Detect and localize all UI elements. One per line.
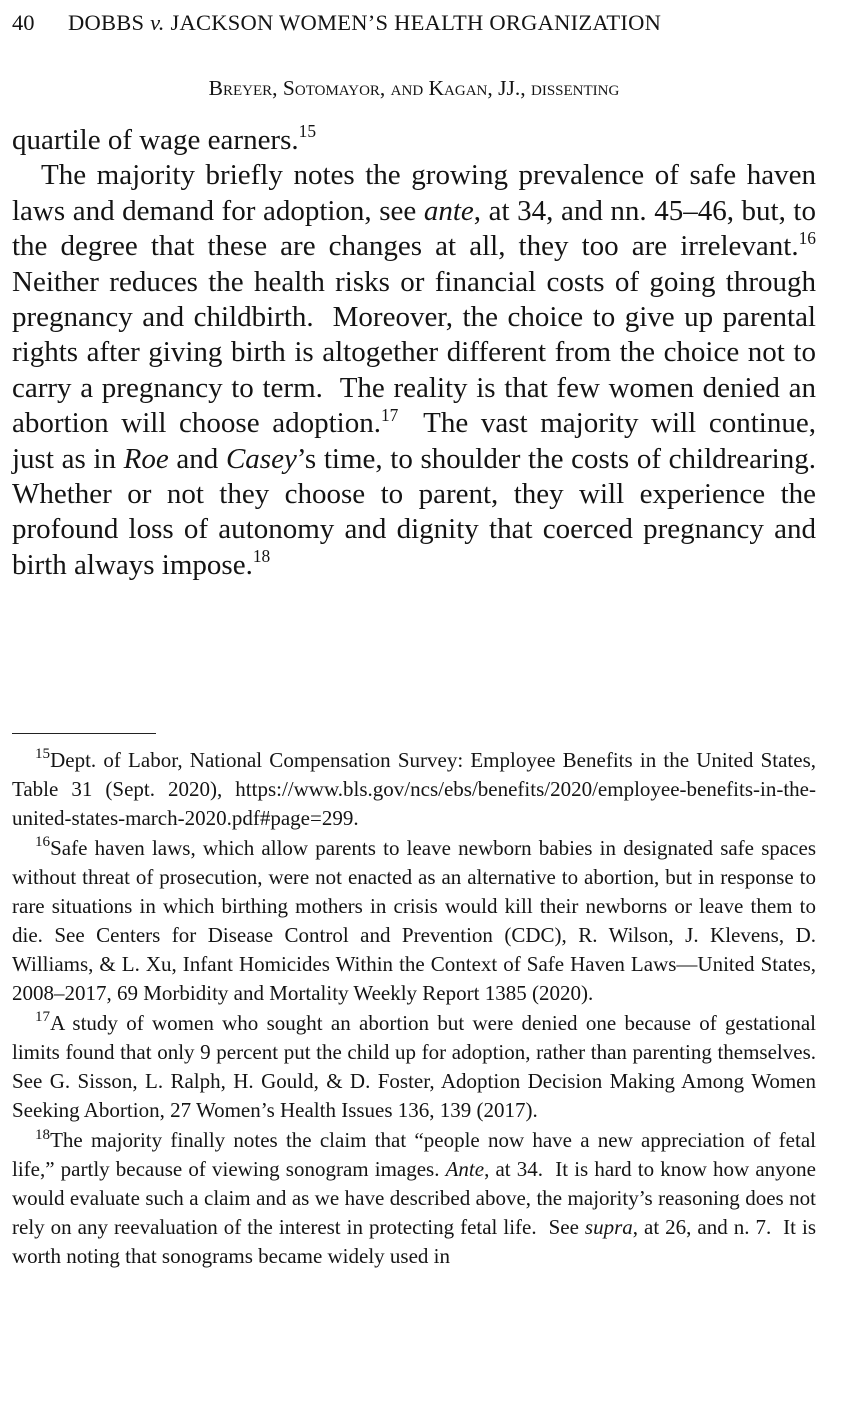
case-title-left: DOBBS	[68, 10, 145, 35]
footnote-17-number: 17	[35, 1009, 51, 1026]
paragraph-2-text-f: ’s time, to shoulder the costs of childrearing. Whether or not they choose to parent, they will experience the profound loss of autonomy and dignity that coerced pregnancy and birth always impose.	[12, 442, 831, 581]
footnote-15	[12, 746, 816, 833]
footnote-16	[12, 834, 816, 1007]
case-title	[68, 10, 661, 35]
footnote-15-text: Dept. of Labor, National Compensation Survey: Employee Benefits in the United States, Table 31 (Sept. 2020), https://www.bls.gov/ncs/ebs/benefits/2020/employee-benefits-in-the-united-states-march-2020.pdf#page=299.	[12, 748, 816, 830]
citation-ante: ante	[423, 194, 474, 227]
footnote-18-number: 18	[35, 1126, 51, 1143]
running-head	[12, 10, 816, 36]
footnote-17	[12, 1009, 827, 1125]
case-title-right: JACKSON WOMEN’S HEALTH ORGANIZATION	[170, 10, 662, 35]
footnote-18-text-a: The majority finally notes the claim that “people now have a new appreciation of fetal life,” partly because of viewing sonogram images.	[12, 1128, 816, 1182]
case-roe: Roe	[123, 442, 169, 475]
paragraph-2-text-a: The majority briefly notes the growing prevalence of safe haven laws and demand for adoption, see	[12, 159, 816, 227]
paragraph-2-text-d: The vast majority will continue, just as in	[12, 407, 824, 475]
paragraph-2-text-e: and	[168, 442, 226, 475]
opinion-label: Breyer, Sotomayor, and Kagan, JJ., dissenting	[208, 76, 620, 100]
case-title-v: v.	[150, 10, 165, 35]
footnote-divider	[12, 733, 156, 734]
footnote-ref-18: 18	[252, 546, 271, 567]
footnote-ref-15: 15	[298, 121, 317, 142]
footnote-16-number: 16	[35, 834, 51, 851]
case-casey: Casey	[225, 442, 297, 475]
paragraph-2-text-b: , at 34, and nn. 45–46, but, to the degree that these are changes at all, they too are irrelevant.	[12, 194, 816, 263]
footnote-18	[12, 1126, 822, 1271]
footnotes	[12, 746, 827, 1272]
footnote-ref-17: 17	[380, 404, 399, 425]
citation-supra: supra	[584, 1215, 633, 1239]
paragraph-2-text-c: Neither reduces the health risks or financial costs of going through pregnancy and childbirth. Moreover, the choice to give up parental rights after giving birth is altogether different from the choice not to carry a pregnancy to term. The reality is that few women denied an abortion will choose adoption.	[12, 230, 831, 440]
footnote-15-number: 15	[35, 746, 51, 763]
footnote-ref-16: 16	[798, 227, 816, 248]
paragraph-1-text: quartile of wage earners.	[12, 124, 299, 156]
main-text	[12, 121, 831, 583]
footnote-18-text-b: , at 34. It is hard to know how anyone would evaluate such a claim and as we have described above, the majority’s reasoning does not rely on any reevaluation of the interest in protecting fetal life. See	[12, 1157, 822, 1239]
paragraph-1	[12, 123, 816, 158]
citation-ante-fn18: Ante	[445, 1157, 485, 1182]
footnote-16-text: Safe haven laws, which allow parents to leave newborn babies in designated safe spaces without threat of prosecution, were not enacted as an alternative to abortion, but in response to rare situations in which birthing mothers in crisis would kill their newborns or leave them to die. See Centers for Disease Control and Prevention (CDC), R. Wilson, J. Klevens, D. Williams, & L. Xu, Infant Homicides Within the Context of Safe Haven Laws—United States, 2008–2017, 69 Morbidity and Mortality Weekly Report 1385 (2020).	[12, 836, 816, 1005]
paragraph-2	[12, 158, 831, 583]
page-number: 40	[12, 10, 35, 35]
footnote-17-text: A study of women who sought an abortion but were denied one because of gestational limits found that only 9 percent put the child up for adoption, rather than parenting themselves. See G. Sisson, L. Ralph, H. Gould, & D. Foster, Adoption Decision Making Among Women Seeking Abortion, 27 Women’s Health Issues 136, 139 (2017).	[12, 1011, 827, 1122]
footnote-18-text-c: , at 26, and n. 7. It is worth noting that sonograms became widely used in	[12, 1215, 822, 1268]
